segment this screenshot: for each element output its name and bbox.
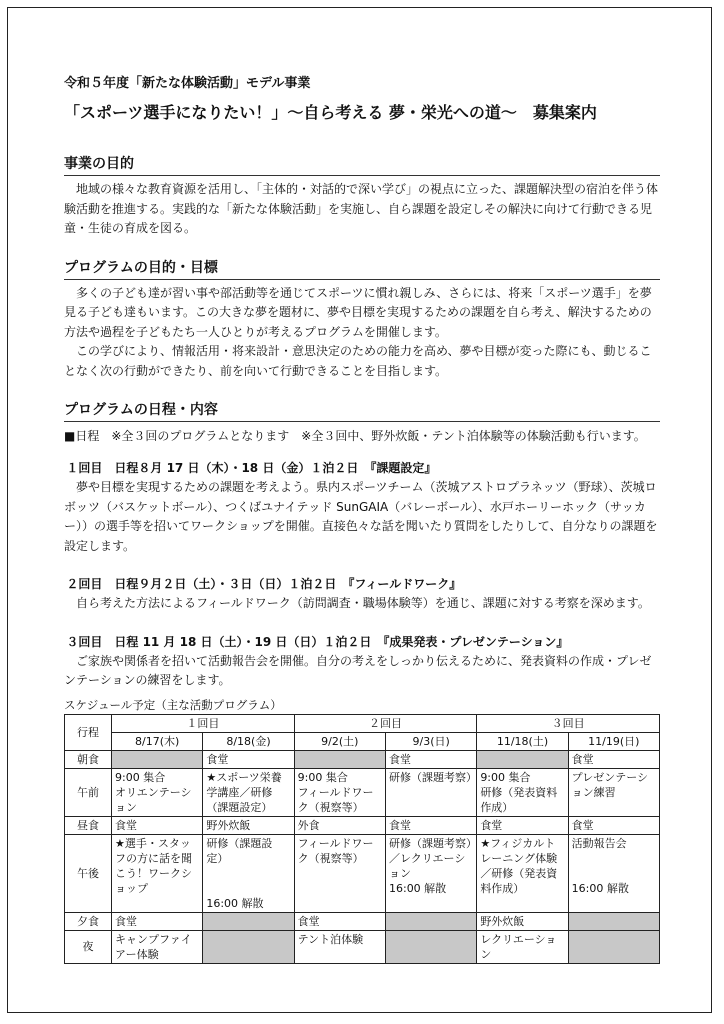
session-2 xyxy=(64,574,660,614)
table-cell: キャンプファイアー体験 xyxy=(112,930,203,963)
session-2-text: 自ら考えた方法によるフィールドワーク（訪問調査・職場体験等）を通じ、課題に対する考察を深めます。 xyxy=(76,596,650,610)
table-cell: 9:00 集合 オリエンテーション xyxy=(112,768,203,816)
table-cell: 外食 xyxy=(294,816,385,834)
date-header: 8/18(金) xyxy=(203,732,294,750)
table-row xyxy=(65,768,660,816)
session-1 xyxy=(64,458,660,556)
table-cell xyxy=(568,834,659,912)
table-cell: ★選手・スタッフの方に話を聞こう！ワークショップ xyxy=(112,834,203,912)
row-label: 午前 xyxy=(65,768,112,816)
round-3-header: ３回目 xyxy=(477,714,660,732)
table-cell: 野外炊飯 xyxy=(477,912,568,930)
table-cell: レクリエーション xyxy=(477,930,568,963)
table-cell xyxy=(385,834,476,912)
session-2-heading: ２回目 日程９月２日（土）・３日（日）１泊２日 『フィールドワーク』 xyxy=(66,577,462,591)
table-caption: スケジュール予定（主な活動プログラム） xyxy=(64,697,282,712)
table-cell: 9:00 集合 フィールドワーク（視察等） xyxy=(294,768,385,816)
session-3-heading: ３回目 日程 11 月 18 日（土）・19 日（日）１泊２日 『成果発表・プレゼンテーション』 xyxy=(66,634,569,649)
date-header: 9/3(日) xyxy=(385,732,476,750)
cell-text: 研修（課題考察）／レクリエーション xyxy=(388,836,472,880)
date-header: 9/2(土) xyxy=(294,732,385,750)
table-cell xyxy=(568,912,659,930)
page-title: 「スポーツ選手になりたい！」～自ら考える 夢・栄光への道～ 募集案内 xyxy=(64,103,597,122)
table-cell: 食堂 xyxy=(568,750,659,768)
row-label-header: 行程 xyxy=(65,714,112,750)
row-label: 朝食 xyxy=(65,750,112,768)
purpose-text: 地域の様々な教育資源を活用し、「主体的・対話的で深い学び」の視点に立った、課題解決型の宿泊を伴う体験活動を推進する。実践的な「新たな体験活動」を実施し、自ら課題を設定しその解決に向けて行動できる児童・生徒の育成を図る。 xyxy=(64,182,659,235)
schedule-heading: プログラムの日程・内容 xyxy=(64,399,660,422)
row-label: 午後 xyxy=(65,834,112,912)
table-row xyxy=(65,912,660,930)
cell-text: 研修（課題設定） xyxy=(206,836,273,865)
program-goal-paragraph-2: この学びにより、情報活用・将来設計・意思決定のための能力を高め、夢や目標が変った際にも、動じることなく次の行動ができたり、前を向いて行動できることを目指します。 xyxy=(64,344,652,378)
table-cell: 食堂 xyxy=(112,912,203,930)
table-cell xyxy=(294,750,385,768)
session-3-text: ご家族や関係者を招いて活動報告会を開催。自分の考えをしっかり伝えるために、発表資料の作成・プレゼンテーションの練習をします。 xyxy=(64,653,652,687)
table-cell: 食堂 xyxy=(294,912,385,930)
dismissal-time: 16:00 解散 xyxy=(388,881,447,895)
table-cell: 研修（課題考察） xyxy=(385,768,476,816)
program-goal-heading: プログラムの目的・目標 xyxy=(64,257,660,280)
org-line: 令和５年度「新たな体験活動」モデル事業 xyxy=(64,76,311,91)
table-cell xyxy=(385,930,476,963)
table-row xyxy=(65,834,660,912)
session-3 xyxy=(64,632,660,691)
table-cell: 食堂 xyxy=(477,816,568,834)
cell-text: 活動報告会 xyxy=(571,836,627,850)
table-cell xyxy=(477,750,568,768)
table-cell: テント泊体験 xyxy=(294,930,385,963)
table-row xyxy=(65,750,660,768)
table-cell xyxy=(203,912,294,930)
table-row xyxy=(65,816,660,834)
table-cell xyxy=(385,912,476,930)
date-header: 11/18(土) xyxy=(477,732,568,750)
schedule-table xyxy=(64,714,660,964)
date-header: 8/17(木) xyxy=(112,732,203,750)
table-cell: 食堂 xyxy=(112,816,203,834)
table-cell: プレゼンテーション練習 xyxy=(568,768,659,816)
purpose-heading: 事業の目的 xyxy=(64,153,660,176)
table-cell: 食堂 xyxy=(385,750,476,768)
date-header: 11/19(日) xyxy=(568,732,659,750)
table-cell: 食堂 xyxy=(203,750,294,768)
dismissal-time: 16:00 解散 xyxy=(206,896,264,910)
round-1-header: １回目 xyxy=(112,714,295,732)
table-cell xyxy=(203,930,294,963)
table-cell: フィールドワーク（視察等） xyxy=(294,834,385,912)
schedule-note: ■日程 ※全３回のプログラムとなります ※全３回中、野外炊飯・テント泊体験等の体験活動も行います。 xyxy=(64,429,646,443)
table-row xyxy=(65,930,660,963)
row-label: 夕食 xyxy=(65,912,112,930)
round-2-header: ２回目 xyxy=(294,714,477,732)
table-cell: 食堂 xyxy=(385,816,476,834)
document-body xyxy=(64,72,660,964)
table-cell xyxy=(568,930,659,963)
table-cell xyxy=(112,750,203,768)
row-label: 昼食 xyxy=(65,816,112,834)
session-1-text: 夢や目標を実現するための課題を考えよう。県内スポーツチーム（茨城アストロプラネッツ（野球）、茨城ロボッツ（バスケットボール）、つくばユナイテッド SunGAIA（バレーボール）、水戸ホーリーホック（サッカー））の選手等を招いてワークショップを開催。直接色々な話を聞いたり質問をしたりして、自分なりの課題を設定します。 xyxy=(64,480,658,553)
table-cell: 食堂 xyxy=(568,816,659,834)
row-label: 夜 xyxy=(65,930,112,963)
table-cell: ★スポーツ栄養学講座／研修（課題設定） xyxy=(203,768,294,816)
table-cell xyxy=(203,834,294,912)
program-goal-paragraph-1: 多くの子ども達が習い事や部活動等を通じてスポーツに慣れ親しみ、さらには、将来「スポーツ選手」を夢見る子ども達もいます。この大きな夢を題材に、夢や目標を実現するための課題を自ら考え、解決するための方法や過程を子どもたち一人ひとりが考えるプログラムを開催します。 xyxy=(64,285,652,339)
table-cell: ★フィジカルトレーニング体験／研修（発表資料作成） xyxy=(477,834,568,912)
dismissal-time: 16:00 解散 xyxy=(571,881,629,895)
session-1-heading: １回目 日程８月 17 日（木）・18 日（金）１泊２日 『課題設定』 xyxy=(66,461,437,475)
table-cell: 野外炊飯 xyxy=(203,816,294,834)
table-cell: 9:00 集合 研修（発表資料作成） xyxy=(477,768,568,816)
